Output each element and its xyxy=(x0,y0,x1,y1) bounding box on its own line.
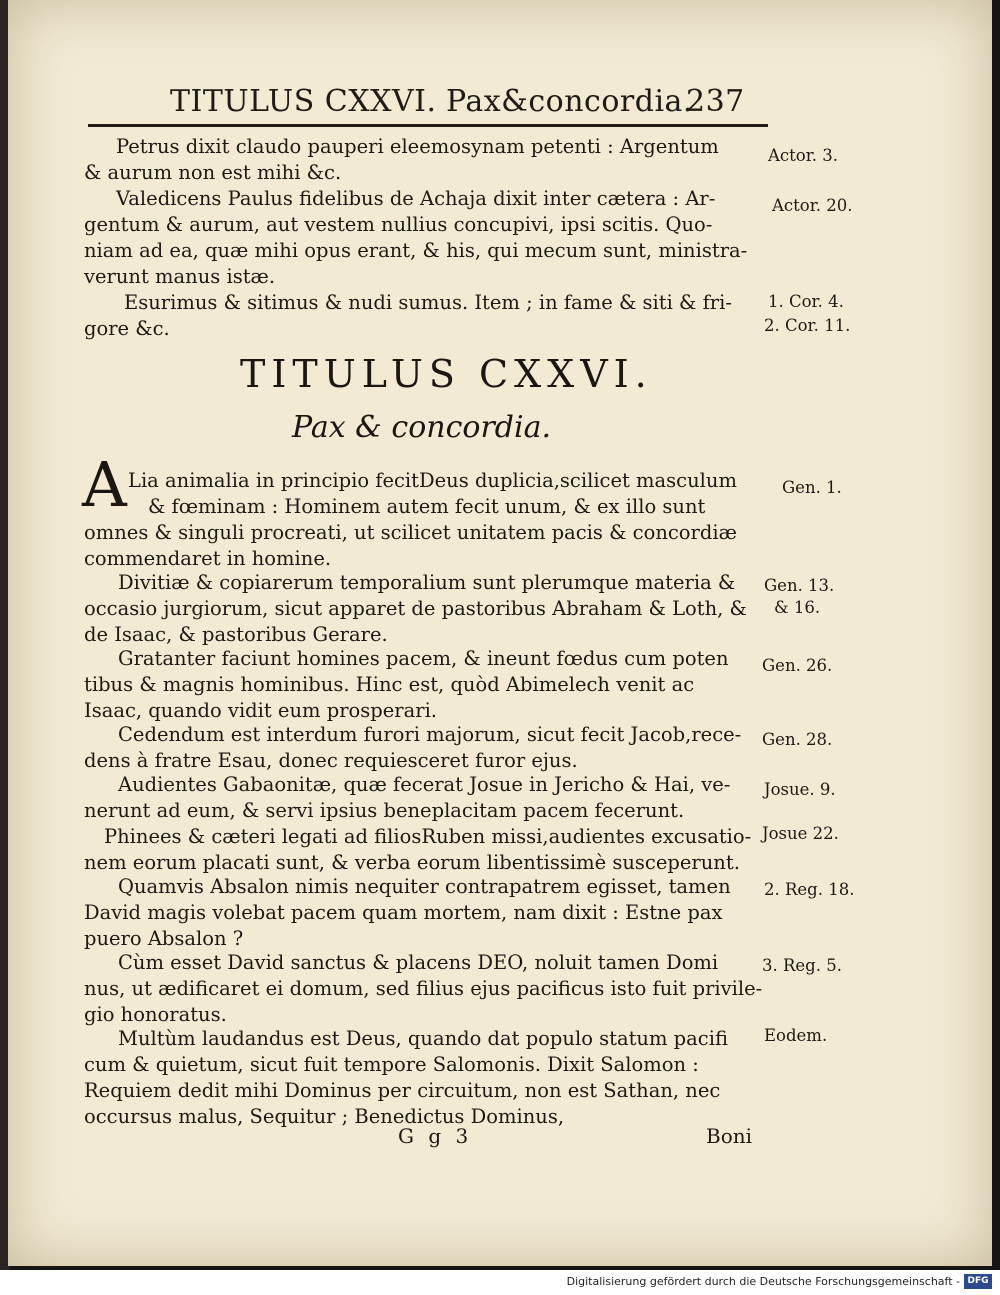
body-line: de Isaac, & pastoribus Gerare. xyxy=(84,623,388,646)
body-line: gio honoratus. xyxy=(84,1003,227,1026)
body-line: Lia animalia in principio fecitDeus duplicia,scilicet masculum xyxy=(128,469,737,492)
margin-note: Actor. 3. xyxy=(768,146,839,165)
drop-cap: A xyxy=(82,448,127,521)
margin-note: Eodem. xyxy=(764,1026,828,1045)
body-line: cum & quietum, sicut fuit tempore Salomonis. Dixit Salomon : xyxy=(84,1053,699,1076)
top-line: Valedicens Paulus fidelibus de Achaja dixit inter cætera : Ar- xyxy=(116,187,716,210)
margin-note: Actor. 20. xyxy=(772,196,853,215)
top-line: gentum & aurum, aut vestem nullius concupivi, ipsi scitis. Quo- xyxy=(84,213,713,236)
body-line: Requiem dedit mihi Dominus per circuitum, non est Sathan, nec xyxy=(84,1079,721,1102)
body-line: Multùm laudandus est Deus, quando dat populo statum pacifi xyxy=(118,1027,728,1050)
signature-mark: G g 3 xyxy=(398,1124,473,1148)
body-line: Divitiæ & copiarerum temporalium sunt plerumque materia & xyxy=(118,571,736,594)
body-line: & fœminam : Hominem autem fecit unum, & ex illo sunt xyxy=(148,495,706,518)
running-head xyxy=(170,84,770,120)
section-title: TITULUS CXXVI. xyxy=(240,352,653,396)
dfg-logo: DFG xyxy=(964,1274,992,1289)
body-line: nem eorum placati sunt, & verba eorum libentissimè susceperunt. xyxy=(84,851,740,874)
body-line: puero Absalon ? xyxy=(84,927,244,950)
footer-credit: Digitalisierung gefördert durch die Deutsche Forschungsgemeinschaft - xyxy=(566,1275,960,1288)
page-number: 237 xyxy=(686,84,745,119)
margin-note: Josue 22. xyxy=(762,824,839,843)
margin-note: Gen. 1. xyxy=(782,478,842,497)
body-line: occasio jurgiorum, sicut apparet de pastoribus Abraham & Loth, & xyxy=(84,597,747,620)
body-line: tibus & magnis hominibus. Hinc est, quòd Abimelech venit ac xyxy=(84,673,695,696)
body-line: Phinees & cæteri legati ad filiosRuben missi,audientes excusatio- xyxy=(104,825,752,848)
top-line: & aurum non est mihi &c. xyxy=(84,161,342,184)
body-line: dens à fratre Esau, donec requiesceret furor ejus. xyxy=(84,749,578,772)
body-line: nerunt ad eum, & servi ipsius beneplacitam pacem fecerunt. xyxy=(84,799,685,822)
body-line: David magis volebat pacem quam mortem, nam dixit : Estne pax xyxy=(84,901,723,924)
body-line: omnes & singuli procreati, ut scilicet unitatem pacis & concordiæ xyxy=(84,521,737,544)
top-line: Esurimus & sitimus & nudi sumus. Item ; in fame & siti & fri- xyxy=(124,291,732,314)
top-line: gore &c. xyxy=(84,317,170,340)
margin-note: 2. Cor. 11. xyxy=(764,316,851,335)
body-line: Isaac, quando vidit eum prosperari. xyxy=(84,699,437,722)
margin-note: 1. Cor. 4. xyxy=(768,292,844,311)
body-line: Quamvis Absalon nimis nequiter contrapatrem egisset, tamen xyxy=(118,875,731,898)
top-line: Petrus dixit claudo pauperi eleemosynam petenti : Argentum xyxy=(116,135,719,158)
top-line: niam ad ea, quæ mihi opus erant, & his, qui mecum sunt, ministra- xyxy=(84,239,748,262)
section-subtitle: Pax & concordia. xyxy=(292,410,552,445)
body-line: Cedendum est interdum furori majorum, sicut fecit Jacob,rece- xyxy=(118,723,742,746)
margin-note: Gen. 26. xyxy=(762,656,833,675)
margin-note: Josue. 9. xyxy=(764,780,836,799)
margin-note: Gen. 28. xyxy=(762,730,833,749)
margin-note: & 16. xyxy=(774,598,821,617)
header-rule xyxy=(88,124,768,127)
running-title: TITULUS CXXVI. xyxy=(170,84,437,119)
body-line: commendaret in homine. xyxy=(84,547,332,570)
running-subtitle: Pax&concordia. xyxy=(446,84,693,119)
margin-note: 3. Reg. 5. xyxy=(762,956,842,975)
body-line: nus, ut ædificaret ei domum, sed filius ejus pacificus isto fuit privile- xyxy=(84,977,763,1000)
margin-note: 2. Reg. 18. xyxy=(764,880,855,899)
body-line: Audientes Gabaonitæ, quæ fecerat Josue in Jericho & Hai, ve- xyxy=(118,773,731,796)
top-line: verunt manus istæ. xyxy=(84,265,276,288)
body-line: Gratanter faciunt homines pacem, & ineunt fœdus cum poten xyxy=(118,647,729,670)
margin-note: Gen. 13. xyxy=(764,576,835,595)
body-line: occursus malus, Sequitur ; Benedictus Dominus, xyxy=(84,1105,565,1128)
footer-bar xyxy=(0,1270,1000,1295)
body-line: Cùm esset David sanctus & placens DEO, noluit tamen Domi xyxy=(118,951,719,974)
catchword: Boni xyxy=(706,1124,753,1148)
